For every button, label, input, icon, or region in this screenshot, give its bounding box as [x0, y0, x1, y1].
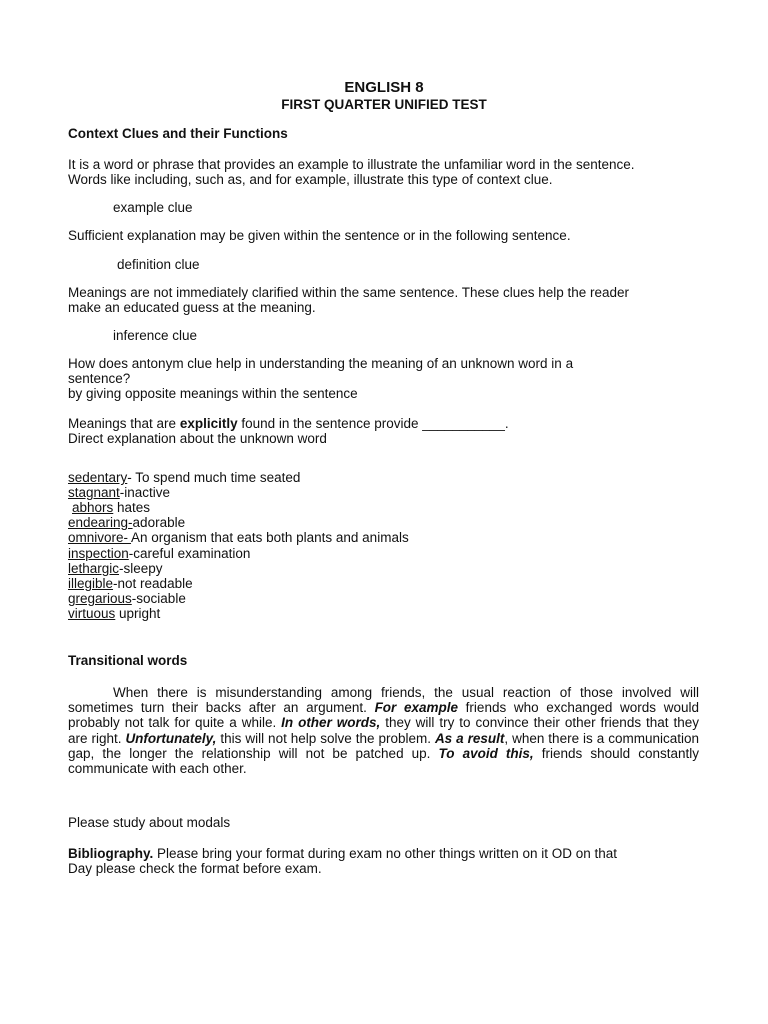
vocab-definition: An organism that eats both plants and animals	[131, 530, 409, 545]
vocab-word: lethargic	[68, 561, 120, 576]
vocab-definition: adorable	[132, 515, 186, 530]
document-title: ENGLISH 8	[344, 79, 424, 96]
vocab-item	[68, 591, 186, 607]
paragraph-text: they will try to convince their other friends that they are right.	[68, 715, 699, 746]
question-5-post: found in the sentence provide ___________.	[237, 416, 509, 431]
modals-note: Please study about modals	[68, 815, 231, 830]
question-4-line-2: sentence?	[68, 371, 131, 386]
document-subtitle: FIRST QUARTER UNIFIED TEST	[281, 97, 487, 112]
vocab-item	[68, 606, 160, 622]
paragraph-text: friends should constantly communicate with each other.	[68, 745, 699, 777]
transition-word: In other words,	[281, 715, 381, 731]
question-5-emphasis: explicitly	[179, 416, 238, 431]
paragraph-text: When there is misunderstanding among friends, the usual reaction of those involved will sometimes turn their backs after an argument.	[68, 685, 699, 716]
vocab-item	[68, 561, 163, 577]
vocab-word: endearing-	[68, 515, 133, 530]
vocab-definition: -careful examination	[128, 546, 251, 561]
vocab-word: illegible	[68, 576, 114, 591]
vocab-word: abhors	[72, 500, 114, 515]
vocab-word: virtuous	[68, 606, 116, 621]
vocab-definition: - To spend much time seated	[127, 470, 301, 485]
transitional-paragraph	[68, 685, 699, 776]
question-5	[68, 416, 509, 432]
answer-3: inference clue	[113, 328, 198, 343]
vocab-definition: -not readable	[113, 576, 193, 591]
question-3-line-2: make an educated guess at the meaning.	[68, 300, 316, 315]
vocab-word: sedentary	[68, 470, 128, 485]
answer-5: Direct explanation about the unknown word	[68, 431, 327, 446]
vocab-word: gregarious	[68, 591, 132, 606]
section-heading-transitional-words: Transitional words	[68, 653, 188, 668]
bibliography-label: Bibliography.	[68, 846, 154, 861]
vocab-item	[72, 500, 150, 516]
answer-1: example clue	[113, 200, 193, 215]
transition-word: Unfortunately,	[125, 730, 217, 746]
question-4-line-1: How does antonym clue help in understanding the meaning of an unknown word in a	[68, 356, 574, 371]
vocab-item	[68, 470, 300, 486]
vocab-word: stagnant	[68, 485, 120, 500]
vocab-word: inspection	[68, 546, 129, 561]
vocab-definition: -sleepy	[119, 561, 163, 576]
bibliography-text: Please bring your format during exam no other things written on it OD on that	[153, 846, 618, 861]
vocab-item	[68, 515, 185, 531]
paragraph-text: friends who exchanged words would probably not talk for quite a while.	[68, 700, 699, 731]
transition-word: To avoid this,	[438, 745, 534, 761]
section-heading-context-clues: Context Clues and their Functions	[68, 126, 288, 141]
question-5-pre: Meanings that are	[68, 416, 180, 431]
vocab-item	[68, 485, 170, 501]
transition-word: For example	[374, 700, 459, 716]
question-1-line-2: Words like including, such as, and for example, illustrate this type of context clue.	[68, 172, 553, 187]
question-3-line-1: Meanings are not immediately clarified within the same sentence. These clues help the reader	[68, 285, 630, 300]
vocab-item	[68, 576, 193, 592]
vocab-definition: -sociable	[131, 591, 186, 606]
question-2: Sufficient explanation may be given within the sentence or in the following sentence.	[68, 228, 571, 243]
bibliography-line-1	[68, 846, 617, 862]
paragraph-text: , when there is a communication gap, the longer the relationship will not be patched up.	[68, 730, 699, 761]
transition-word: As a result	[434, 730, 505, 746]
paragraph-text: this will not help solve the problem.	[216, 730, 435, 746]
vocab-word: omnivore-	[68, 530, 132, 545]
vocab-definition: hates	[113, 500, 151, 515]
answer-4: by giving opposite meanings within the sentence	[68, 386, 358, 401]
vocab-definition: upright	[115, 606, 161, 621]
bibliography-line-2: Day please check the format before exam.	[68, 861, 322, 876]
vocab-item	[68, 530, 409, 546]
vocab-definition: -inactive	[119, 485, 171, 500]
question-1-line-1: It is a word or phrase that provides an example to illustrate the unfamiliar word in the sentence.	[68, 157, 635, 172]
vocab-item	[68, 546, 250, 562]
answer-2: definition clue	[117, 257, 200, 272]
